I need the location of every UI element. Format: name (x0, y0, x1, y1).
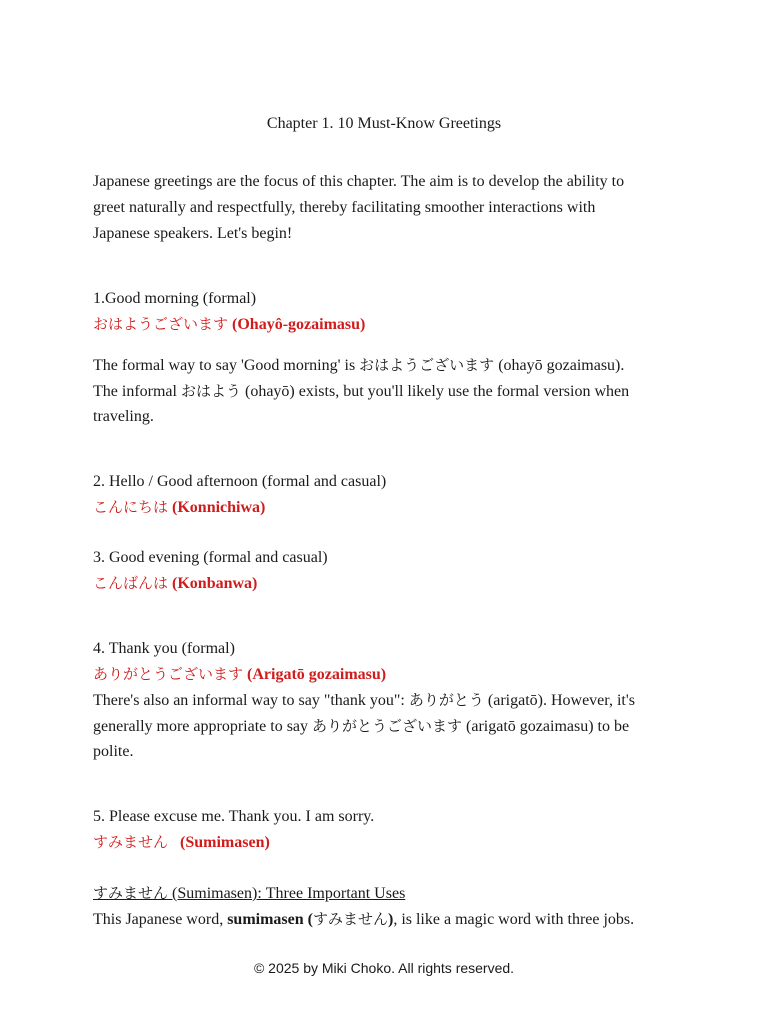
intro-line-2: greet naturally and respectfully, thereby facilitating smoother interactions with (93, 199, 596, 216)
text-span: (arigatō). However, it's (483, 692, 635, 709)
section-4-phrase (93, 661, 386, 688)
section-4-text-line-3: polite. (93, 743, 134, 760)
section-5-phrase (93, 829, 270, 856)
section-1-romaji: (Ohayô-gozaimasu) (232, 316, 366, 333)
section-4-heading: 4. Thank you (formal) (93, 640, 235, 657)
text-span: (ohayō) exists, but you'll likely use the formal version when (240, 383, 630, 400)
section-5-text-line-1 (93, 906, 634, 933)
japanese-span: おはようございます (359, 356, 495, 374)
text-span: (arigatō gozaimasu) to be (462, 718, 630, 735)
section-2-phrase (93, 494, 265, 521)
japanese-span: ありがとうございます (312, 717, 463, 735)
text-span: The informal (93, 383, 181, 400)
japanese-span: すみません (312, 910, 388, 928)
section-5-romaji: (Sumimasen) (180, 834, 270, 851)
section-2-japanese: こんにちは (93, 498, 169, 516)
intro-line-3: Japanese speakers. Let's begin! (93, 225, 293, 242)
text-span: (ohayō gozaimasu). (494, 357, 625, 374)
section-5-heading: 5. Please excuse me. Thank you. I am sorry. (93, 808, 375, 825)
section-2-romaji: (Konnichiwa) (172, 499, 266, 516)
section-4-romaji: (Arigatō gozaimasu) (247, 666, 387, 683)
chapter-title: Chapter 1. 10 Must-Know Greetings (266, 115, 502, 132)
section-3-romaji: (Konbanwa) (172, 575, 258, 592)
bold-span: sumimasen ( (227, 911, 313, 928)
text-span: , is like a magic word with three jobs. (393, 911, 635, 928)
section-1-heading: 1.Good morning (formal) (93, 290, 257, 307)
section-1-text-line-1 (93, 352, 624, 379)
section-3-japanese: こんばんは (93, 574, 169, 592)
text-span: generally more appropriate to say (93, 718, 313, 735)
text-span: This Japanese word, (93, 911, 228, 928)
japanese-span: すみません (93, 884, 169, 902)
japanese-span: ありがとう (408, 691, 484, 709)
bold-span: ) (387, 911, 394, 928)
section-4-text-line-1 (93, 687, 635, 714)
section-5-subheading (93, 880, 405, 907)
section-1-japanese: おはようございます (93, 315, 229, 333)
section-1-phrase (93, 311, 365, 338)
section-1-text-line-2 (93, 378, 629, 405)
text-span: (Sumimasen): Three Important Uses (168, 885, 406, 902)
section-2-heading: 2. Hello / Good afternoon (formal and casual) (93, 473, 387, 490)
japanese-span: おはよう (180, 382, 241, 400)
copyright-footer: © 2025 by Miki Choko. All rights reserved. (253, 960, 515, 976)
intro-line-1: Japanese greetings are the focus of this chapter. The aim is to develop the ability to (93, 173, 625, 190)
section-3-phrase (93, 570, 257, 597)
section-4-japanese: ありがとうございます (93, 665, 244, 683)
section-3-heading: 3. Good evening (formal and casual) (93, 549, 328, 566)
section-1-text-line-3: traveling. (93, 408, 154, 425)
section-5-japanese: すみません (93, 833, 169, 851)
text-span: There's also an informal way to say "thank you": (93, 692, 409, 709)
text-span: The formal way to say 'Good morning' is (93, 357, 360, 374)
section-4-text-line-2 (93, 713, 629, 740)
